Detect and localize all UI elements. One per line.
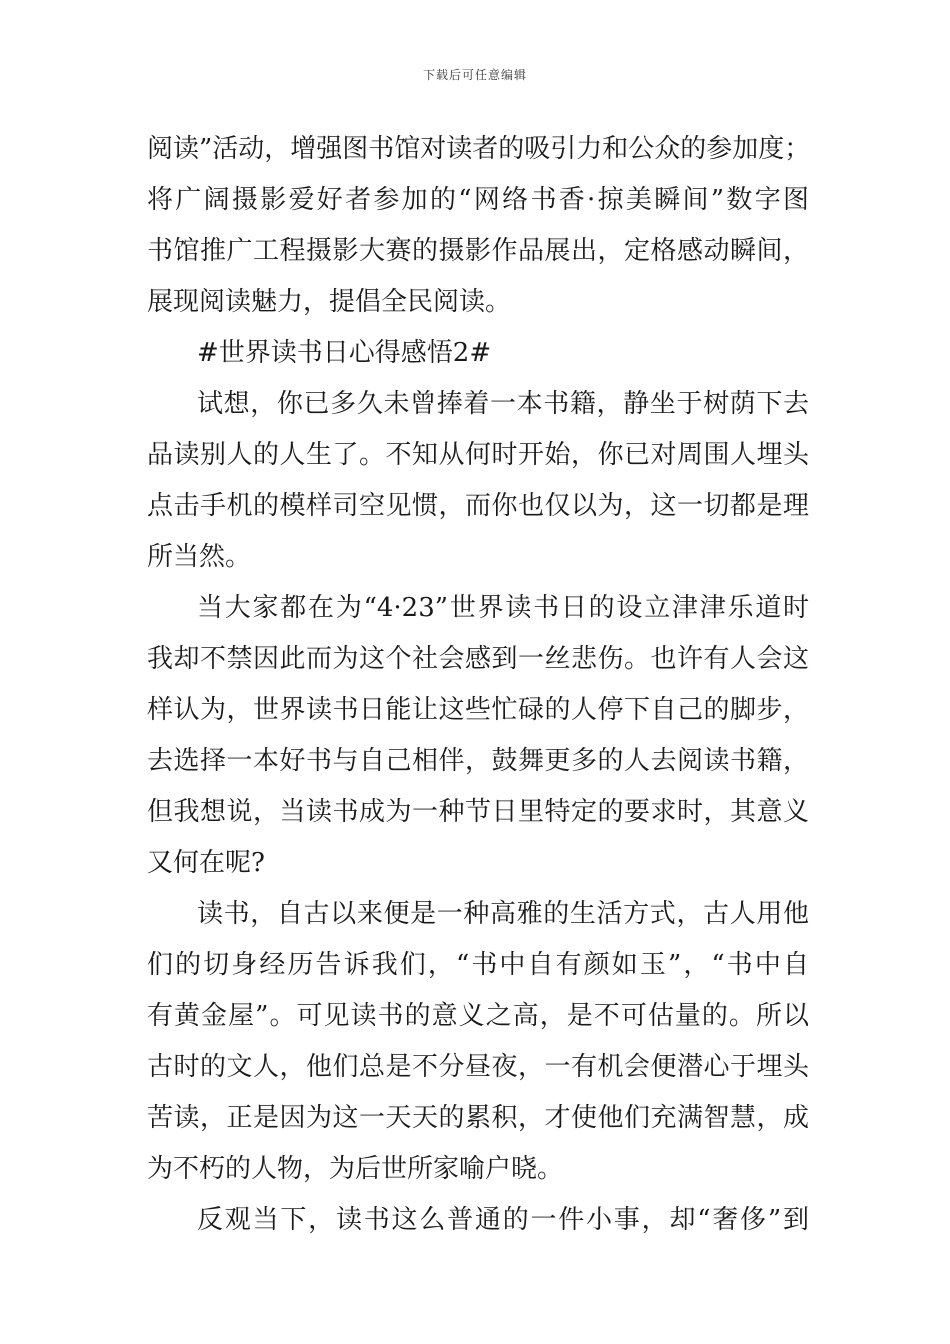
text-line: 展现阅读魅力，提倡全民阅读。 [147,287,512,317]
text-line: 点击手机的模样司空见惯，而你也仅以为，这一切都是理 [147,491,809,521]
text-line: 苦读，正是因为这一天天的累积，才使他们充满智慧，成 [147,1103,809,1133]
text-line: 但我想说，当读书成为一种节日里特定的要求时，其意义 [147,797,809,827]
text-line: 品读别人的人生了。不知从何时开始，你已对周围人埋头 [147,440,809,470]
text-line: 书馆推广工程摄影大赛的摄影作品展出，定格感动瞬间， [147,236,809,266]
text-line: 反观当下，读书这么普通的一件小事，却“奢侈”到 [197,1205,809,1235]
text-line: 古时的文人，他们总是不分昼夜，一有机会便潜心于埋头 [147,1052,809,1082]
text-line: 去选择一本好书与自己相伴，鼓舞更多的人去阅读书籍， [147,746,809,776]
text-line: 们的切身经历告诉我们，“书中自有颜如玉”，“书中自 [147,950,809,980]
text-line: 将广阔摄影爱好者参加的“网络书香·掠美瞬间”数字图 [147,185,809,215]
text-line: 为不朽的人物，为后世所家喻户晓。 [147,1154,564,1184]
text-line: 我却不禁因此而为这个社会感到一丝悲伤。也许有人会这 [147,644,809,674]
text-line: 试想，你已多久未曾捧着一本书籍，静坐于树荫下去 [197,389,809,419]
text-line: 当大家都在为“4·23”世界读书日的设立津津乐道时 [197,593,809,623]
text-line: 有黄金屋”。可见读书的意义之高，是不可估量的。所以 [147,1001,809,1031]
text-line: 所当然。 [147,542,252,572]
text-line: 又何在呢? [147,848,265,878]
section-heading: #世界读书日心得感悟2# [197,338,492,368]
page-header: 下载后可任意编辑 [422,68,527,82]
text-line: 样认为，世界读书日能让这些忙碌的人停下自己的脚步， [147,695,809,725]
text-line: 读书，自古以来便是一种高雅的生活方式，古人用他 [197,899,809,929]
document-body [147,124,809,1246]
text-line: 阅读”活动，增强图书馆对读者的吸引力和公众的参加度； [147,134,811,164]
